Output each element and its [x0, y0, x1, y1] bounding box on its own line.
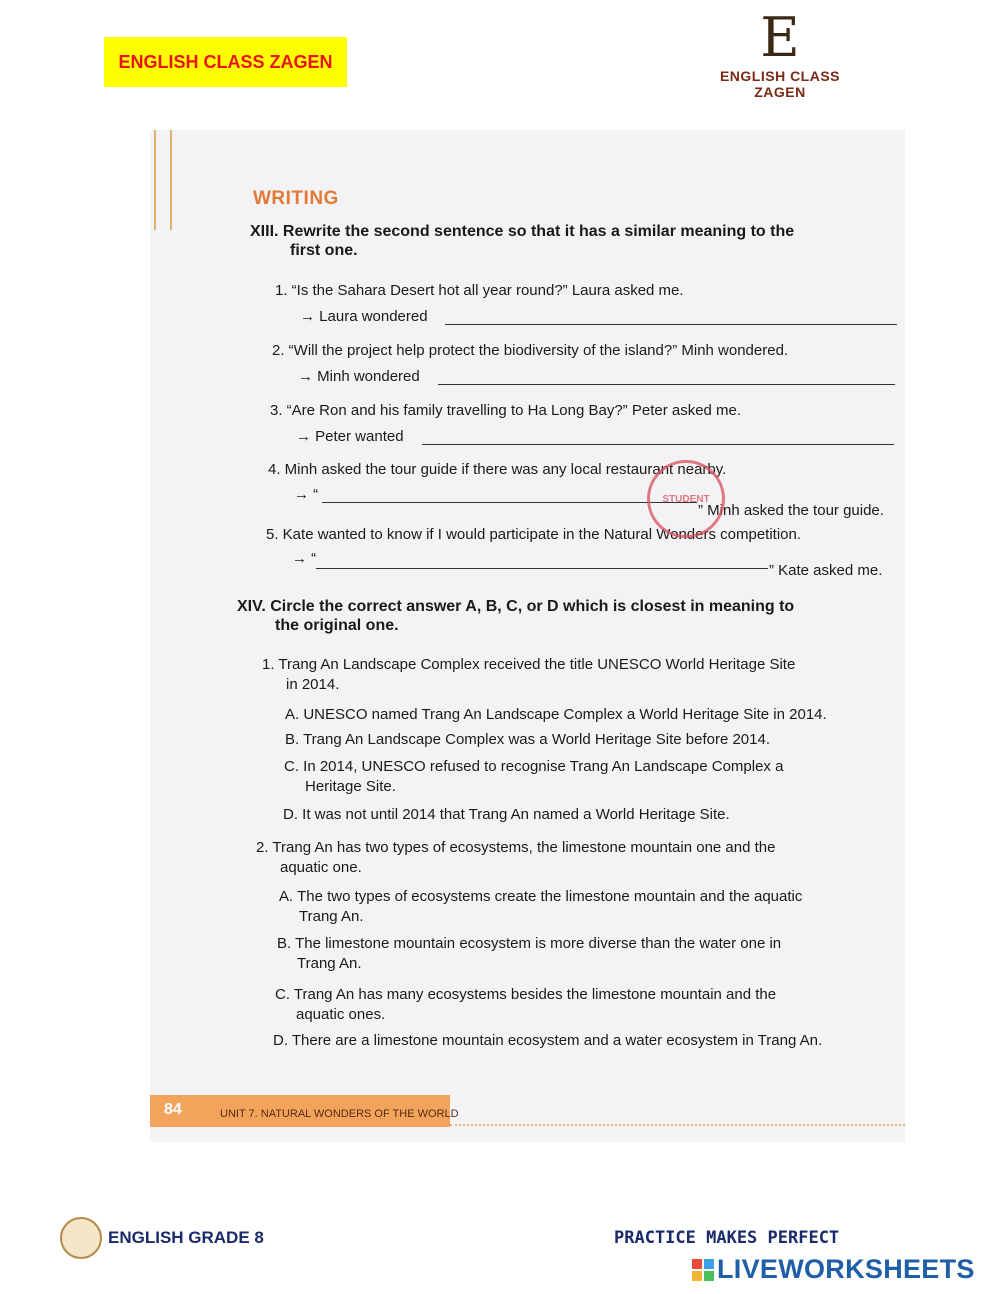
worksheet-page [150, 130, 905, 1142]
task14-q2-option-b-line1[interactable]: B. The limestone mountain ecosystem is more diverse than the water one in [277, 935, 782, 952]
task14-q1-option-d[interactable]: D. It was not until 2014 that Trang An named a World Heritage Site. [283, 806, 730, 823]
unit-label: UNIT 7. NATURAL WONDERS OF THE WORLD [220, 1108, 459, 1120]
task13-item-5-tail: ” Kate asked me. [769, 562, 883, 579]
task13-item-2-question: 2. “Will the project help protect the biodiversity of the island?” Minh wondered. [272, 342, 789, 359]
task14-q2-option-a-line2: Trang An. [299, 908, 364, 925]
task14-title-line1: XIV. Circle the correct answer A, B, C, or D which is closest in meaning to [237, 598, 795, 615]
task13-item-1-question: 1. “Is the Sahara Desert hot all year round?” Laura asked me. [275, 282, 684, 299]
liveworksheets-logo[interactable] [692, 1254, 975, 1285]
task14-q2-option-d[interactable]: D. There are a limestone mountain ecosystem and a water ecosystem in Trang An. [273, 1032, 823, 1049]
task13-item-4-prompt: → “ [294, 486, 319, 503]
answer-line-5[interactable] [316, 568, 768, 569]
answer-line-2[interactable] [438, 384, 895, 385]
task13-item-4-question: 4. Minh asked the tour guide if there was any local restaurant nearby. [268, 461, 727, 478]
task14-q2-option-c-line2: aquatic ones. [296, 1006, 386, 1023]
task13-item-5-question: 5. Kate wanted to know if I would participate in the Natural Wonders competition. [266, 526, 802, 543]
slogan: PRACTICE MAKES PERFECT [614, 1228, 840, 1248]
liveworksheets-grid-icon [692, 1259, 714, 1281]
page-number: 84 [164, 1101, 182, 1118]
school-seal-icon [60, 1217, 102, 1259]
logo-text: ENGLISH CLASS ZAGEN [719, 68, 841, 100]
logo-letter: E [760, 6, 800, 69]
answer-line-1[interactable] [445, 324, 897, 325]
task13-item-4-tail: ” Minh asked the tour guide. [698, 502, 884, 519]
task14-q1-line1: 1. Trang An Landscape Complex received the title UNESCO World Heritage Site [262, 656, 796, 673]
task13-title-line1: XIII. Rewrite the second sentence so that it has a similar meaning to the [250, 223, 795, 240]
answer-line-3[interactable] [422, 444, 894, 445]
task13-item-1-prompt: → Laura wondered [300, 308, 428, 325]
bottom-left [60, 1217, 264, 1259]
task14-q2-option-c-line1[interactable]: C. Trang An has many ecosystems besides the limestone mountain and the [275, 986, 777, 1003]
task14-title [237, 597, 794, 635]
task14-q1-line2: in 2014. [286, 676, 340, 693]
liveworksheets-text: LIVEWORKSHEETS [717, 1254, 975, 1284]
task14-q2-line2: aquatic one. [280, 859, 362, 876]
header-badge: ENGLISH CLASS ZAGEN [104, 37, 347, 87]
task14-title-line2: the original one. [275, 617, 399, 634]
task13-item-5-prompt: → “ [292, 550, 317, 567]
answer-line-4[interactable] [322, 502, 697, 503]
task14-q1-option-c-line1[interactable]: C. In 2014, UNESCO refused to recognise Trang An Landscape Complex a [284, 758, 784, 775]
task13-item-2-prompt: → Minh wondered [298, 368, 420, 385]
grade-label: ENGLISH GRADE 8 [108, 1228, 264, 1247]
task14-q1-option-b[interactable]: B. Trang An Landscape Complex was a World Heritage Site before 2014. [285, 731, 771, 748]
footer-divider [450, 1124, 905, 1126]
section-title: WRITING [253, 188, 339, 209]
task14-q2-option-b-line2: Trang An. [297, 955, 362, 972]
task14-q1-option-c-line2: Heritage Site. [305, 778, 396, 795]
task13-item-3-prompt: → Peter wanted [296, 428, 404, 445]
task14-q2-option-a-line1[interactable]: A. The two types of ecosystems create the limestone mountain and the aquatic [279, 888, 803, 905]
task13-item-3-question: 3. “Are Ron and his family travelling to Ha Long Bay?” Peter asked me. [270, 402, 742, 419]
task13-title-line2: first one. [290, 242, 358, 259]
task14-q1-option-a[interactable]: A. UNESCO named Trang An Landscape Complex a World Heritage Site in 2014. [285, 706, 827, 723]
task14-q2-line1: 2. Trang An has two types of ecosystems, the limestone mountain one and the [256, 839, 776, 856]
student-stamp: STUDENT [647, 460, 725, 538]
task13-title [250, 222, 794, 260]
class-logo [700, 6, 860, 100]
